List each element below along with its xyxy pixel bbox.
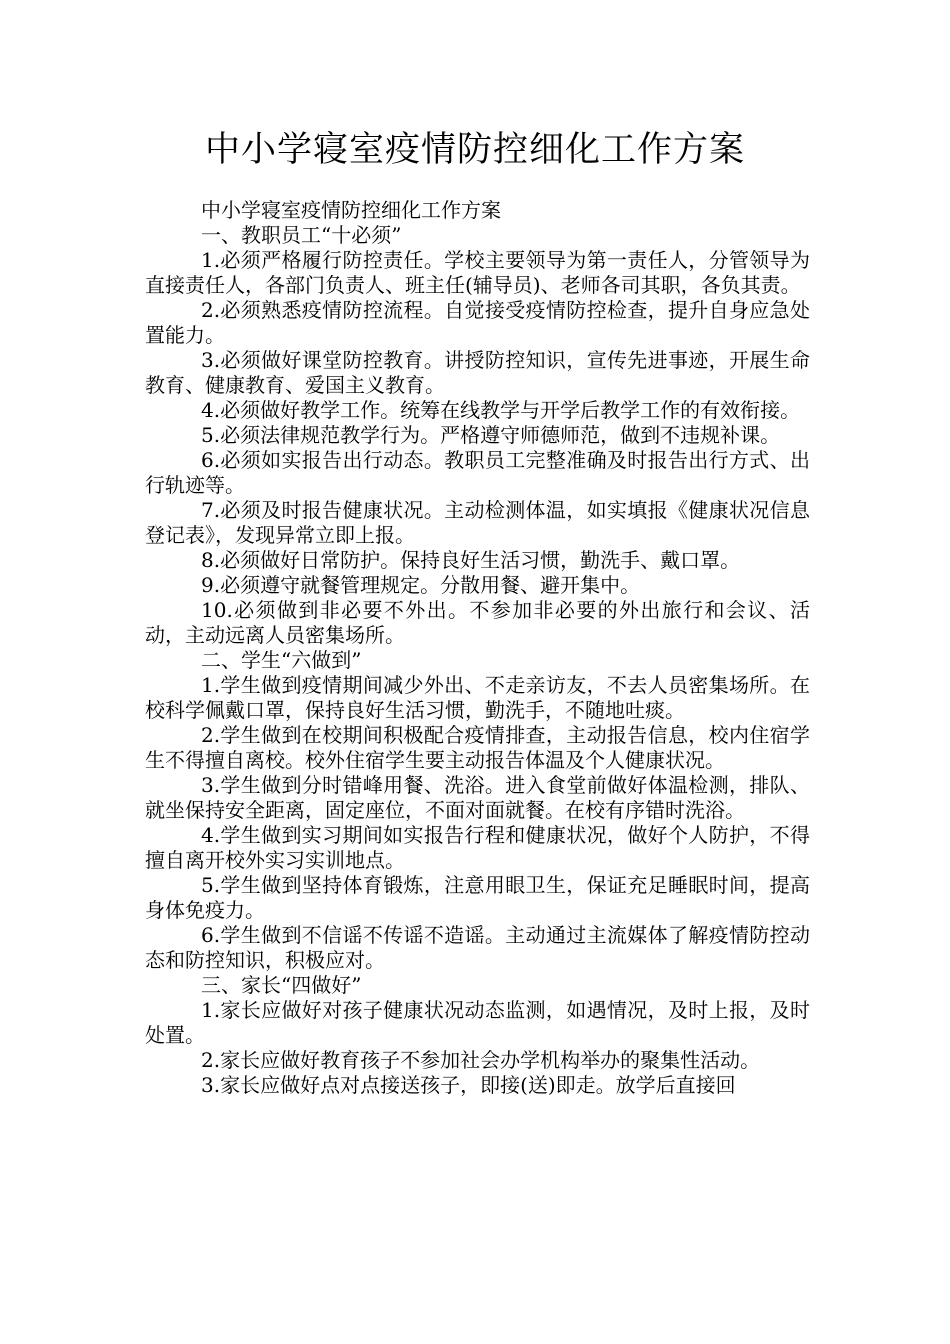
paragraph: 4.学生做到实习期间如实报告行程和健康状况，做好个人防护，不得擅自离开校外实习实训地点。: [145, 823, 810, 872]
paragraph: 1.家长应做好对孩子健康状况动态监测，如遇情况，及时上报，及时处置。: [145, 998, 810, 1047]
paragraph: 4.必须做好教学工作。统筹在线教学与开学后教学工作的有效衔接。: [201, 398, 801, 422]
paragraph: 2.学生做到在校期间积极配合疫情排查，主动报告信息，校内住宿学生不得擅自离校。校外住宿学生要主动报告体温及个人健康状况。: [145, 723, 810, 772]
section-heading-students: 二、学生“六做到”: [201, 648, 362, 672]
paragraph: 6.必须如实报告出行动态。教职员工完整准确及时报告出行方式、出行轨迹等。: [145, 448, 810, 497]
paragraph: 6.学生做到不信谣不传谣不造谣。主动通过主流媒体了解疫情防控动态和防控知识，积极应对。: [145, 923, 810, 972]
section-heading-staff: 一、教职员工“十必须”: [201, 223, 402, 247]
paragraph: 3.家长应做好点对点接送孩子，即接(送)即走。放学后直接回: [201, 1073, 736, 1097]
document-title: 中小学寝室疫情防控细化工作方案: [204, 130, 745, 170]
paragraph: 3.必须做好课堂防控教育。讲授防控知识，宣传先进事迹，开展生命教育、健康教育、爱国主义教育。: [145, 348, 810, 397]
paragraph: 5.学生做到坚持体育锻炼，注意用眼卫生，保证充足睡眠时间，提高身体免疫力。: [145, 873, 810, 922]
body-subtitle: 中小学寝室疫情防控细化工作方案: [201, 198, 501, 222]
section-heading-parents: 三、家长“四做好”: [201, 973, 362, 997]
document-body: [145, 198, 810, 1098]
paragraph: 1.必须严格履行防控责任。学校主要领导为第一责任人，分管领导为直接责任人，各部门负责人、班主任(辅导员)、老师各司其职，各负其责。: [145, 248, 810, 297]
paragraph: 8.必须做好日常防护。保持良好生活习惯，勤洗手、戴口罩。: [201, 548, 741, 572]
paragraph: 2.家长应做好教育孩子不参加社会办学机构举办的聚集性活动。: [201, 1048, 761, 1072]
paragraph: 7.必须及时报告健康状况。主动检测体温，如实填报《健康状况信息登记表》，发现异常立即上报。: [145, 498, 810, 547]
paragraph: 10.必须做到非必要不外出。不参加非必要的外出旅行和会议、活动，主动远离人员密集场所。: [145, 598, 810, 647]
paragraph: 3.学生做到分时错峰用餐、洗浴。进入食堂前做好体温检测，排队、就坐保持安全距离，固定座位，不面对面就餐。在校有序错时洗浴。: [145, 773, 810, 822]
paragraph: 1.学生做到疫情期间减少外出、不走亲访友，不去人员密集场所。在校科学佩戴口罩，保持良好生活习惯，勤洗手，不随地吐痰。: [145, 673, 810, 722]
paragraph: 2.必须熟悉疫情防控流程。自觉接受疫情防控检查，提升自身应急处置能力。: [145, 298, 810, 347]
paragraph: 9.必须遵守就餐管理规定。分散用餐、避开集中。: [201, 573, 641, 597]
paragraph: 5.必须法律规范教学行为。严格遵守师德师范，做到不违规补课。: [201, 423, 781, 447]
